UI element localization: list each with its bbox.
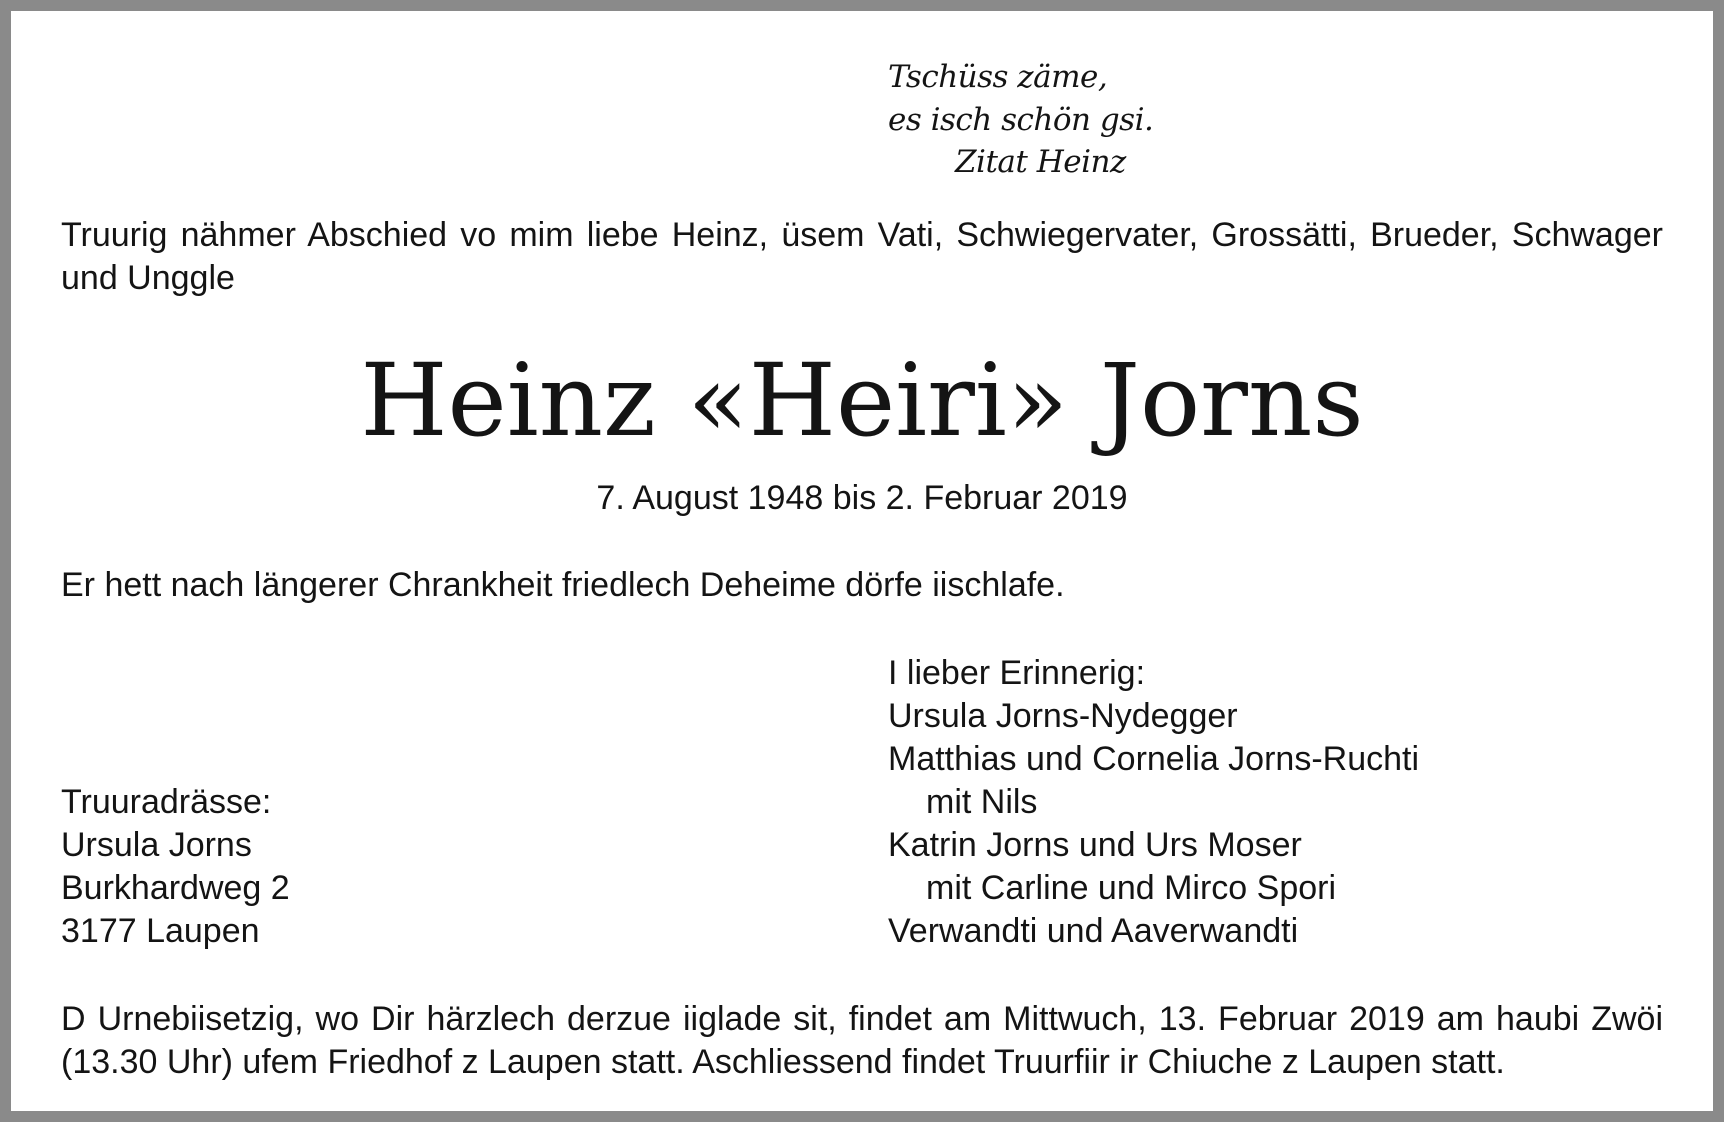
mourner-line: Verwandti und Aaverwandti xyxy=(888,912,1299,950)
obituary-notice xyxy=(11,11,1713,1111)
address-name: Ursula Jorns xyxy=(61,826,252,864)
address-heading: Truuradrässe: xyxy=(61,783,272,821)
motto-line-1: Tschüss zäme, xyxy=(888,59,1108,95)
mourner-line: mit Nils xyxy=(926,783,1038,821)
intro-text: Truurig nähmer Abschied vo mim liebe Heinz, üsem Vati, Schwiegervater, Grossätti, Brueder, Schwager und Unggle xyxy=(61,216,1663,297)
mourner-line: Katrin Jorns und Urs Moser xyxy=(888,826,1302,864)
address-street: Burkhardweg 2 xyxy=(61,869,290,907)
address-city: 3177 Laupen xyxy=(61,912,260,950)
motto-line-2: es isch schön gsi. xyxy=(888,102,1154,138)
mourner-line: mit Carline und Mirco Spori xyxy=(926,869,1337,907)
mourners-heading: I lieber Erinnerig: xyxy=(888,654,1146,692)
motto-attribution: Zitat Heinz xyxy=(955,144,1126,180)
mourner-line: Matthias und Cornelia Jorns-Ruchti xyxy=(888,740,1420,778)
mourner-line: Ursula Jorns-Nydegger xyxy=(888,697,1238,735)
deceased-name: Heinz «Heiri» Jorns xyxy=(360,342,1364,459)
statement-text: Er hett nach längerer Chrankheit friedlech Deheime dörfe iischlafe. xyxy=(61,566,1065,604)
life-dates: 7. August 1948 bis 2. Februar 2019 xyxy=(596,479,1128,517)
closing-text: D Urnebiisetzig, wo Dir härzlech derzue iiglade sit, findet am Mittwuch, 13. Februar 2019 am haubi Zwöi (13.30 Uhr) ufem Friedhof z Laupen statt. Aschliessend findet Truurfiir ir Chiuche z Laupen statt. xyxy=(61,1000,1663,1081)
